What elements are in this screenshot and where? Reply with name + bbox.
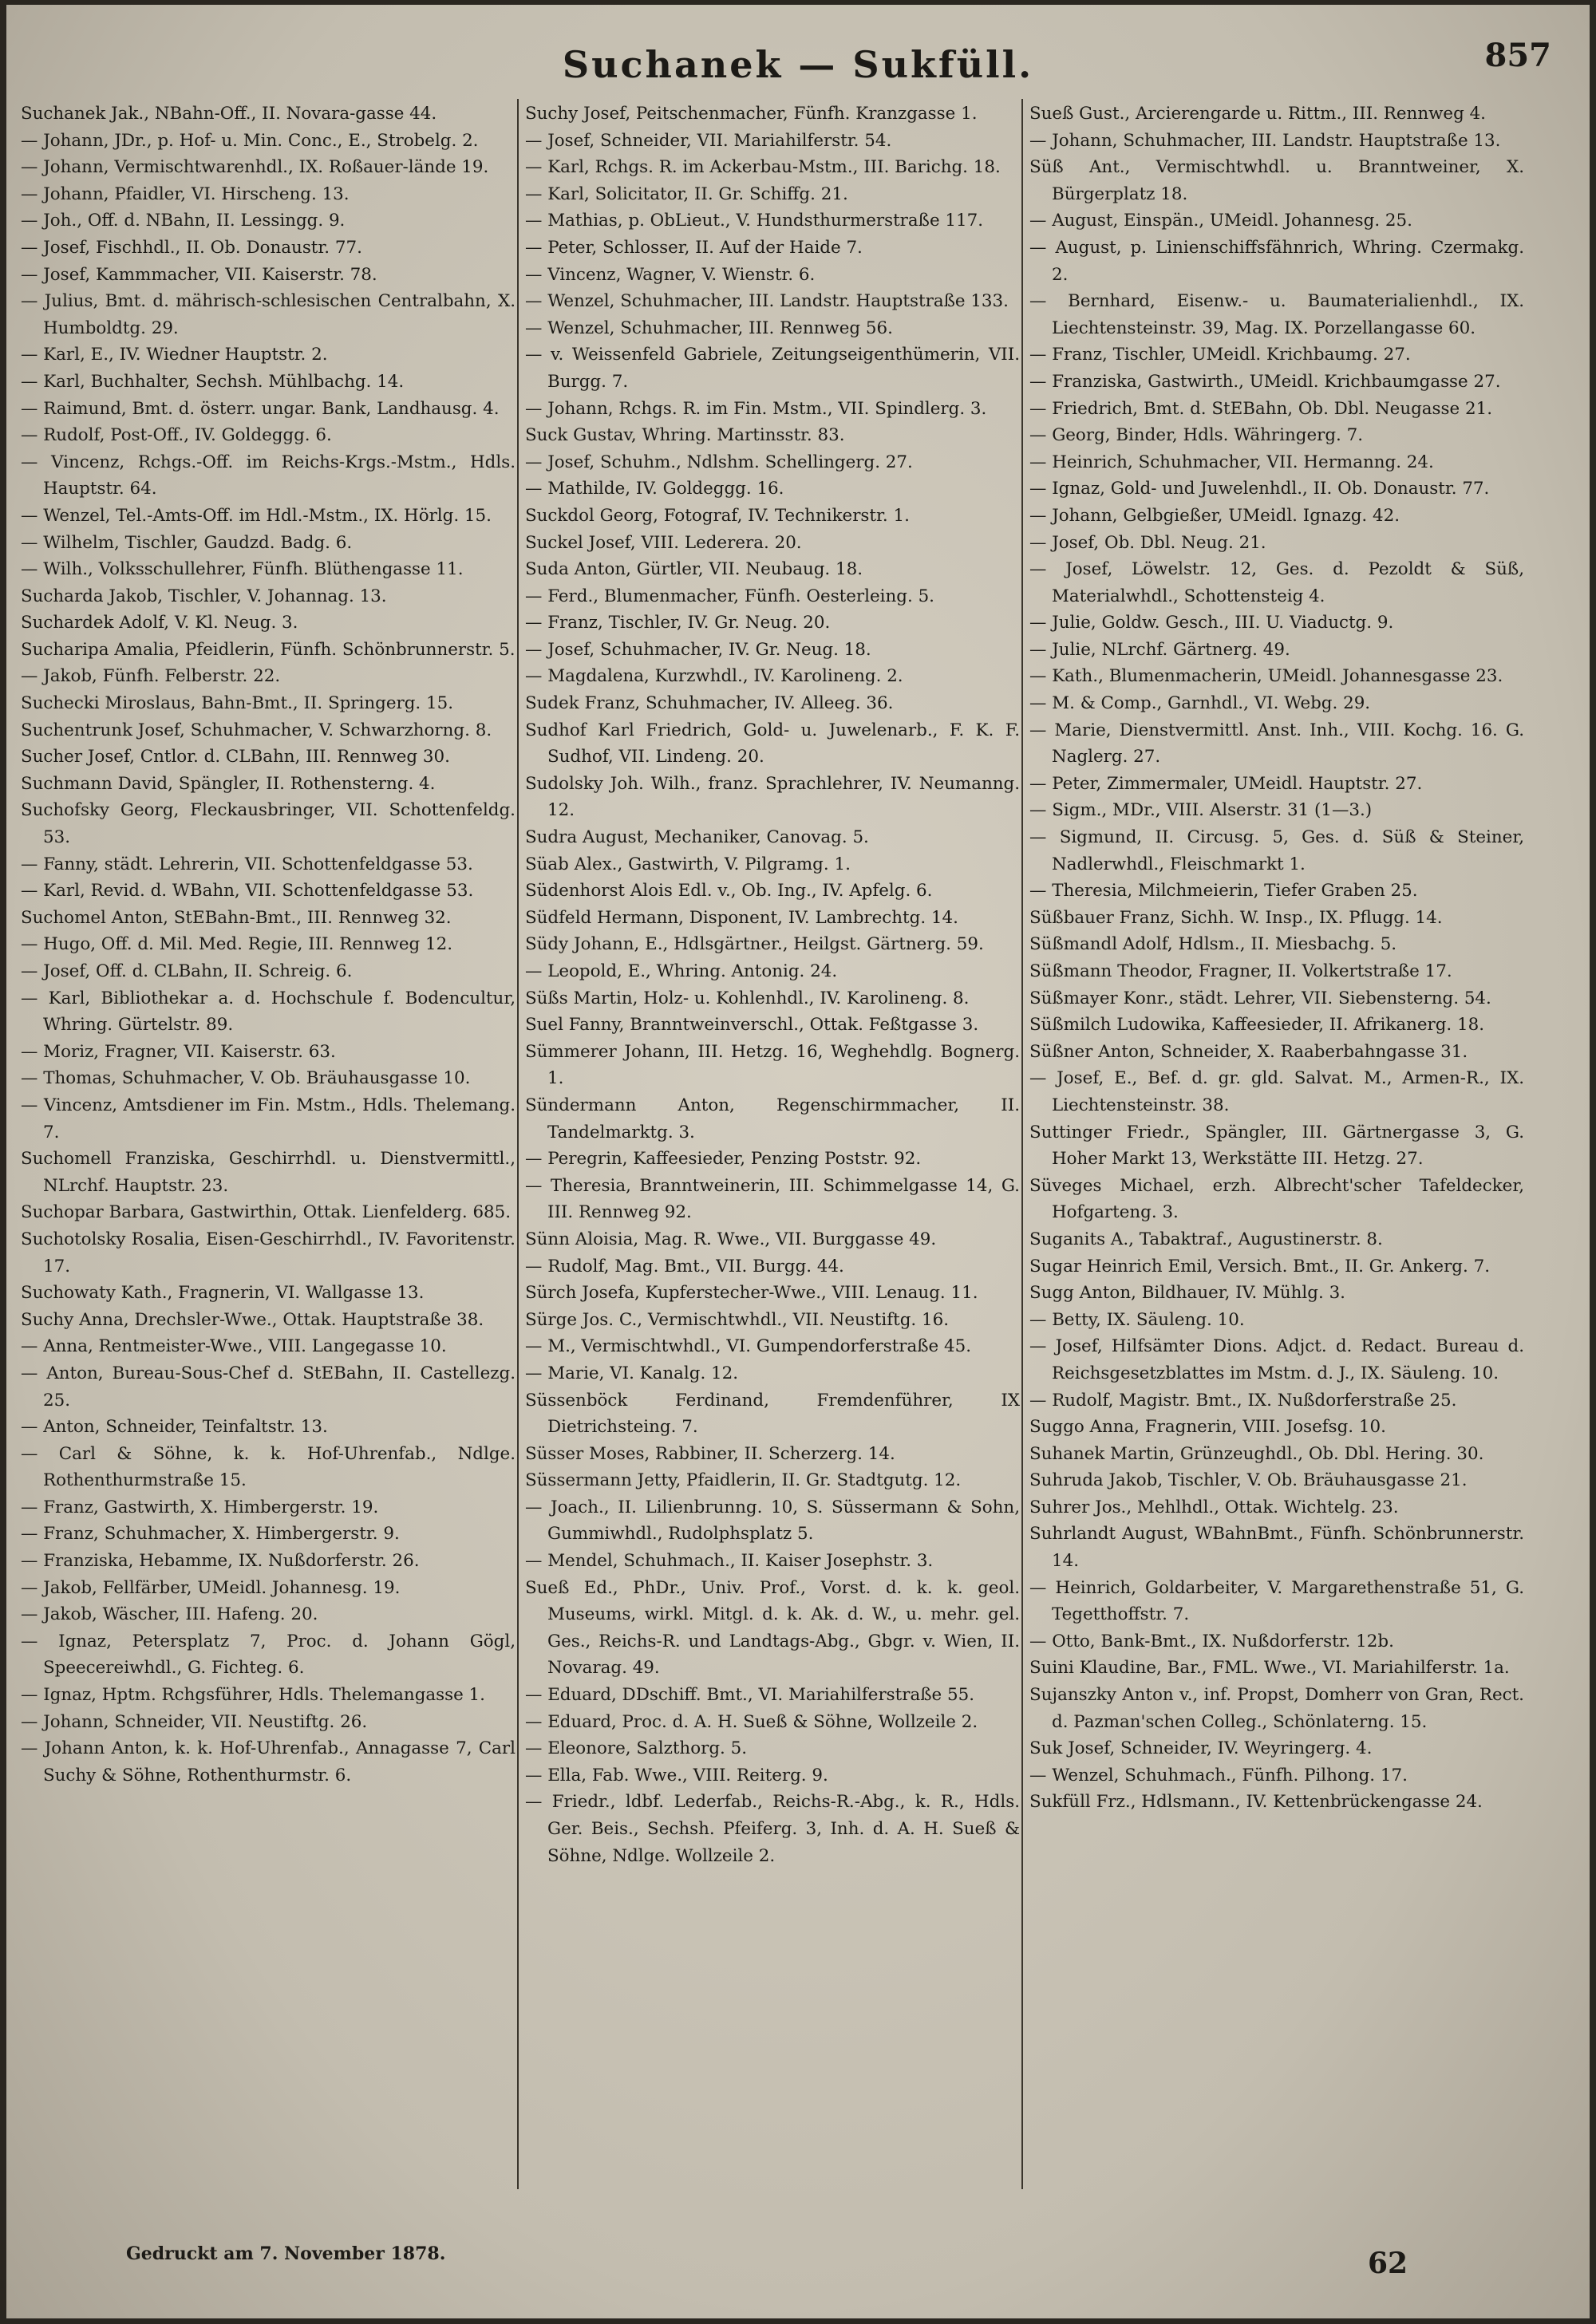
print-date-note: Gedruckt am 7. November 1878. — [126, 2243, 446, 2264]
directory-entry: — Franz, Schuhmacher, X. Himbergerstr. 9. — [21, 1524, 400, 1545]
column-3 — [1029, 101, 1524, 2191]
directory-entry: Sucharipa Amalia, Pfeidlerin, Fünfh. Schönbrunnerstr. 5. — [21, 639, 516, 660]
directory-entry: — Josef, Fischhdl., II. Ob. Donaustr. 77. — [21, 237, 362, 258]
directory-entry: — Vincenz, Wagner, V. Wienstr. 6. — [525, 264, 816, 285]
directory-entry: — Karl, Bibliothekar a. d. Hochschule f. Bodencultur, Whring. Gürtelstr. 89. — [21, 988, 516, 1036]
directory-entry: Sujanszky Anton v., inf. Propst, Domherr von Gran, Rect. d. Pazman'schen Colleg., Schönlaterng. 15. — [1029, 1685, 1524, 1732]
directory-entry: — Theresia, Branntweinerin, III. Schimmelgasse 14, G. III. Rennweg 92. — [525, 1175, 1020, 1223]
directory-entry: — Rudolf, Magistr. Bmt., IX. Nußdorferstraße 25. — [1029, 1390, 1457, 1411]
directory-entry: — Wilhelm, Tischler, Gaudzd. Badg. 6. — [21, 532, 353, 553]
directory-entry: — Thomas, Schuhmacher, V. Ob. Bräuhausgasse 10. — [21, 1068, 471, 1089]
directory-entry: — Ignaz, Hptm. Rchgsführer, Hdls. Thelemangasse 1. — [21, 1685, 485, 1706]
directory-entry: — Marie, VI. Kanalg. 12. — [525, 1363, 739, 1383]
directory-entry: Süßmayer Konr., städt. Lehrer, VII. Siebensterng. 54. — [1029, 988, 1491, 1008]
directory-entry: — Josef, Ob. Dbl. Neug. 21. — [1029, 532, 1266, 553]
directory-entry: Suhruda Jakob, Tischler, V. Ob. Bräuhausgasse 21. — [1029, 1470, 1468, 1491]
directory-entry: Suchardek Adolf, V. Kl. Neug. 3. — [21, 613, 298, 633]
directory-entry: — Mathilde, IV. Goldeggg. 16. — [525, 479, 784, 499]
directory-entry: Südenhorst Alois Edl. v., Ob. Ing., IV. Apfelg. 6. — [525, 881, 933, 902]
directory-entry: Suchomell Franziska, Geschirrhdl. u. Dienstvermittl., NLrchf. Hauptstr. 23. — [21, 1149, 516, 1196]
directory-entry: — Magdalena, Kurzwhdl., IV. Karolineng. 2. — [525, 666, 903, 687]
directory-entry: — Johann, Schneider, VII. Neustiftg. 26. — [21, 1711, 368, 1732]
directory-entry: Süveges Michael, erzh. Albrecht'scher Tafeldecker, Hofgarteng. 3. — [1029, 1175, 1524, 1223]
directory-entry: — Joach., II. Lilienbrunng. 10, S. Süssermann & Sohn, Gummiwhdl., Rudolphsplatz 5. — [525, 1497, 1020, 1545]
directory-entry: Suchecki Miroslaus, Bahn-Bmt., II. Springerg. 15. — [21, 693, 454, 714]
directory-entry: — Rudolf, Post-Off., IV. Goldeggg. 6. — [21, 425, 332, 446]
directory-entry: — Eduard, DDschiff. Bmt., VI. Mariahilferstraße 55. — [525, 1685, 974, 1706]
directory-entry: Süssermann Jetty, Pfaidlerin, II. Gr. Stadtgutg. 12. — [525, 1470, 962, 1491]
sheet-number: 62 — [1368, 2247, 1408, 2280]
directory-entry: — Otto, Bank-Bmt., IX. Nußdorferstr. 12b. — [1029, 1631, 1394, 1651]
directory-entry: Sudhof Karl Friedrich, Gold- u. Juwelenarb., F. K. F. Sudhof, VII. Lindeng. 20. — [525, 720, 1020, 767]
directory-entry: Sudolsky Joh. Wilh., franz. Sprachlehrer, IV. Neumanng. 12. — [525, 773, 1020, 821]
directory-entry: Süsser Moses, Rabbiner, II. Scherzerg. 14. — [525, 1443, 895, 1464]
directory-page — [6, 5, 1590, 2318]
directory-entry: — Peter, Zimmermaler, UMeidl. Hauptstr. 27. — [1029, 773, 1423, 794]
directory-entry: — Wilh., Volksschullehrer, Fünfh. Blüthengasse 11. — [21, 559, 464, 580]
directory-entry: — Friedrich, Bmt. d. StEBahn, Ob. Dbl. Neugasse 21. — [1029, 398, 1492, 419]
directory-entry: — Josef, Schneider, VII. Mariahilferstr. 54. — [525, 130, 892, 151]
directory-entry: — Wenzel, Schuhmacher, III. Rennweg 56. — [525, 318, 893, 338]
directory-entry: — Johann, JDr., p. Hof- u. Min. Conc., E., Strobelg. 2. — [21, 130, 479, 151]
directory-entry: — Johann, Rchgs. R. im Fin. Mstm., VII. Spindlerg. 3. — [525, 398, 987, 419]
directory-entry: Süßner Anton, Schneider, X. Raaberbahngasse 31. — [1029, 1041, 1468, 1062]
directory-entry: — Johann, Pfaidler, VI. Hirscheng. 13. — [21, 183, 350, 204]
directory-entry: — Julie, Goldw. Gesch., III. U. Viaductg. 9. — [1029, 613, 1394, 633]
directory-entry: Südy Johann, E., Hdlsgärtner., Heilgst. Gärtnerg. 59. — [525, 934, 984, 955]
directory-entry: — Julius, Bmt. d. mährisch-schlesischen Centralbahn, X. Humboldtg. 29. — [21, 291, 516, 338]
directory-entry: — Johann, Gelbgießer, UMeidl. Ignazg. 42. — [1029, 505, 1400, 526]
directory-entry: Sueß Gust., Arcierengarde u. Rittm., III. Rennweg 4. — [1029, 104, 1486, 124]
directory-entry: Sürge Jos. C., Vermischtwhdl., VII. Neustiftg. 16. — [525, 1309, 950, 1330]
directory-entry: — Georg, Binder, Hdls. Währingerg. 7. — [1029, 425, 1364, 446]
directory-entry: Sucher Josef, Cntlor. d. CLBahn, III. Rennweg 30. — [21, 747, 450, 767]
column-2 — [525, 101, 1020, 2191]
directory-entry: — August, Einspän., UMeidl. Johannesg. 25. — [1029, 211, 1412, 231]
directory-entry: — Friedr., ldbf. Lederfab., Reichs-R.-Abg., k. R., Hdls. Ger. Beis., Sechsh. Pfeiferg. 3, Inh. d. A. H. Sueß & Söhne, Ndlge. Wollzeile 2. — [525, 1792, 1020, 1866]
column-rule — [517, 99, 519, 2189]
directory-entry: Sündermann Anton, Regenschirmmacher, II. Tandelmarktg. 3. — [525, 1095, 1020, 1142]
directory-entry: Suhrlandt August, WBahnBmt., Fünfh. Schönbrunnerstr. 14. — [1029, 1524, 1524, 1572]
column-rule — [1021, 99, 1023, 2189]
directory-entry: Süßmandl Adolf, Hdlsm., II. Miesbachg. 5. — [1029, 934, 1397, 955]
directory-entry: — Sigmund, II. Circusg. 5, Ges. d. Süß & Steiner, Nadlerwhdl., Fleischmarkt 1. — [1029, 827, 1524, 874]
directory-entry: — Josef, Off. d. CLBahn, II. Schreig. 6. — [21, 961, 353, 981]
directory-entry: Sugar Heinrich Emil, Versich. Bmt., II. Gr. Ankerg. 7. — [1029, 1256, 1491, 1276]
directory-entry: — Ella, Fab. Wwe., VIII. Reiterg. 9. — [525, 1765, 828, 1785]
directory-entry: — Jakob, Fellfärber, UMeidl. Johannesg. 19. — [21, 1577, 401, 1598]
directory-entry: — Rudolf, Mag. Bmt., VII. Burgg. 44. — [525, 1256, 844, 1276]
directory-entry: Suchanek Jak., NBahn-Off., II. Novara-gasse 44. — [21, 104, 437, 124]
directory-entry: Suggo Anna, Fragnerin, VIII. Josefsg. 10. — [1029, 1417, 1386, 1438]
directory-entry: — Wenzel, Schuhmacher, III. Landstr. Hauptstraße 133. — [525, 291, 1009, 312]
directory-entry: Süßbauer Franz, Sichh. W. Insp., IX. Pflugg. 14. — [1029, 907, 1443, 928]
directory-entry: — Betty, IX. Säuleng. 10. — [1029, 1309, 1245, 1330]
page-header-title: Suchanek — Sukfüll. — [562, 43, 1034, 86]
directory-entry: Suchmann David, Spängler, II. Rothensterng. 4. — [21, 773, 436, 794]
directory-entry: — Karl, Buchhalter, Sechsh. Mühlbachg. 14. — [21, 371, 405, 392]
directory-entry: — Joh., Off. d. NBahn, II. Lessingg. 9. — [21, 211, 346, 231]
directory-entry: — Franz, Gastwirth, X. Himbergerstr. 19. — [21, 1497, 379, 1517]
directory-entry: — Karl, Solicitator, II. Gr. Schiffg. 21. — [525, 183, 848, 204]
directory-entry: — Karl, E., IV. Wiedner Hauptstr. 2. — [21, 345, 328, 365]
directory-entry: Suchy Anna, Drechsler-Wwe., Ottak. Hauptstraße 38. — [21, 1309, 484, 1330]
directory-entry: — Wenzel, Tel.-Amts-Off. im Hdl.-Mstm., IX. Hörlg. 15. — [21, 505, 492, 526]
directory-entry: Suchowaty Kath., Fragnerin, VI. Wallgasse 13. — [21, 1283, 425, 1304]
column-1 — [21, 101, 516, 2191]
directory-entry: Süßs Martin, Holz- u. Kohlenhdl., IV. Karolineng. 8. — [525, 988, 970, 1008]
directory-entry: — Franz, Tischler, UMeidl. Krichbaumg. 27. — [1029, 345, 1411, 365]
directory-entry: — August, p. Linienschiffsfähnrich, Whring. Czermakg. 2. — [1029, 237, 1524, 285]
directory-entry: Sukfüll Frz., Hdlsmann., IV. Kettenbrückengasse 24. — [1029, 1792, 1483, 1813]
directory-entry: — Kath., Blumenmacherin, UMeidl. Johannesgasse 23. — [1029, 666, 1503, 687]
directory-entry: — Ignaz, Petersplatz 7, Proc. d. Johann Gögl, Speecereiwhdl., G. Fichteg. 6. — [21, 1631, 516, 1679]
directory-entry: Suk Josef, Schneider, IV. Weyringerg. 4. — [1029, 1738, 1373, 1759]
directory-entry: — Josef, Löwelstr. 12, Ges. d. Pezoldt & Süß, Materialwhdl., Schottensteig 4. — [1029, 559, 1524, 606]
directory-entry: — Marie, Dienstvermittl. Anst. Inh., VIII. Kochg. 16. G. Naglerg. 27. — [1029, 720, 1524, 767]
directory-entry: — Franz, Tischler, IV. Gr. Neug. 20. — [525, 613, 831, 633]
directory-entry: — Moriz, Fragner, VII. Kaiserstr. 63. — [21, 1041, 336, 1062]
directory-entry: — Heinrich, Schuhmacher, VII. Hermanng. 24. — [1029, 452, 1434, 472]
directory-entry: — Karl, Revid. d. WBahn, VII. Schottenfeldgasse 53. — [21, 881, 474, 902]
directory-entry: Suhrer Jos., Mehlhdl., Ottak. Wichtelg. 23. — [1029, 1497, 1399, 1517]
directory-entry: — Johann Anton, k. k. Hof-Uhrenfab., Annagasse 7, Carl Suchy & Söhne, Rothenthurmstr. 6. — [21, 1738, 516, 1785]
directory-entry: Suchy Josef, Peitschenmacher, Fünfh. Kranzgasse 1. — [525, 104, 978, 124]
directory-entry: Südfeld Hermann, Disponent, IV. Lambrechtg. 14. — [525, 907, 958, 928]
directory-entry: Suganits A., Tabaktraf., Augustinerstr. 8. — [1029, 1229, 1383, 1249]
directory-entry: Suhanek Martin, Grünzeughdl., Ob. Dbl. Hering. 30. — [1029, 1443, 1484, 1464]
directory-entry: — Carl & Söhne, k. k. Hof-Uhrenfab., Ndlge. Rothenthurmstraße 15. — [21, 1443, 516, 1491]
directory-entry: Süßmilch Ludowika, Kaffeesieder, II. Afrikanerg. 18. — [1029, 1015, 1485, 1036]
directory-entry: Sueß Ed., PhDr., Univ. Prof., Vorst. d. k. k. geol. Museums, wirkl. Mitgl. d. k. Ak. d. W., u. mehr. gel. Ges., Reichs-R. und Landtags-Abg., Gbgr. v. Wien, II. Novarag. 49. — [525, 1577, 1020, 1679]
directory-entry: — Raimund, Bmt. d. österr. ungar. Bank, Landhausg. 4. — [21, 398, 500, 419]
directory-entry: — Eduard, Proc. d. A. H. Sueß & Söhne, Wollzeile 2. — [525, 1711, 978, 1732]
directory-entry: — Jakob, Wäscher, III. Hafeng. 20. — [21, 1604, 318, 1625]
directory-entry: — Peter, Schlosser, II. Auf der Haide 7. — [525, 237, 863, 258]
directory-entry: — Josef, Kammmacher, VII. Kaiserstr. 78. — [21, 264, 377, 285]
directory-entry: Suini Klaudine, Bar., FML. Wwe., VI. Mariahilferstr. 1a. — [1029, 1658, 1510, 1679]
directory-entry: Sudek Franz, Schuhmacher, IV. Alleeg. 36. — [525, 693, 894, 714]
directory-entry: Suel Fanny, Branntweinverschl., Ottak. Feßtgasse 3. — [525, 1015, 979, 1036]
directory-entry: — Josef, Schuhmacher, IV. Gr. Neug. 18. — [525, 639, 871, 660]
directory-entry: — Ferd., Blumenmacher, Fünfh. Oesterleing. 5. — [525, 586, 934, 606]
page-number: 857 — [1484, 37, 1551, 74]
directory-entry: Suda Anton, Gürtler, VII. Neubaug. 18. — [525, 559, 863, 580]
directory-entry: Süssenböck Ferdinand, Fremdenführer, IX Dietrichsteing. 7. — [525, 1390, 1020, 1438]
directory-entry: — Peregrin, Kaffeesieder, Penzing Poststr. 92. — [525, 1149, 922, 1170]
directory-entry: — Eleonore, Salzthorg. 5. — [525, 1738, 748, 1759]
directory-entry: Suttinger Friedr., Spängler, III. Gärtnergasse 3, G. Hoher Markt 13, Werkstätte III. Hetzg. 27. — [1029, 1122, 1524, 1170]
directory-entry: — Josef, Hilfsämter Dions. Adjct. d. Redact. Bureau d. Reichsgesetzblattes im Mstm. d. J., IX. Säuleng. 10. — [1029, 1336, 1524, 1383]
directory-entry: — Vincenz, Amtsdiener im Fin. Mstm., Hdls. Thelemang. 7. — [21, 1095, 516, 1142]
directory-entry: Suchopar Barbara, Gastwirthin, Ottak. Lienfelderg. 685. — [21, 1202, 512, 1223]
directory-entry: — Anton, Bureau-Sous-Chef d. StEBahn, II. Castellezg. 25. — [21, 1363, 516, 1411]
directory-entry: — M., Vermischtwhdl., VI. Gumpendorferstraße 45. — [525, 1336, 972, 1357]
directory-entry: — Anton, Schneider, Teinfaltstr. 13. — [21, 1417, 328, 1438]
directory-entry: — Karl, Rchgs. R. im Ackerbau-Mstm., III. Barichg. 18. — [525, 157, 1001, 178]
directory-entry: Sünn Aloisia, Mag. R. Wwe., VII. Burggasse 49. — [525, 1229, 937, 1249]
directory-entry: — Julie, NLrchf. Gärtnerg. 49. — [1029, 639, 1290, 660]
directory-entry: — Mathias, p. ObLieut., V. Hundsthurmerstraße 117. — [525, 211, 984, 231]
directory-entry: Süßmann Theodor, Fragner, II. Volkertstraße 17. — [1029, 961, 1452, 981]
directory-entry: — Heinrich, Goldarbeiter, V. Margarethenstraße 51, G. Tegetthoffstr. 7. — [1029, 1577, 1524, 1625]
directory-entry: — Theresia, Milchmeierin, Tiefer Graben 25. — [1029, 881, 1418, 902]
directory-entry: Sucharda Jakob, Tischler, V. Johannag. 13. — [21, 586, 387, 606]
directory-entry: Sudra August, Mechaniker, Canovag. 5. — [525, 827, 869, 848]
directory-entry: — M. & Comp., Garnhdl., VI. Webg. 29. — [1029, 693, 1371, 714]
directory-entry: — Josef, Schuhm., Ndlshm. Schellingerg. 27. — [525, 452, 913, 472]
directory-entry: — Johann, Schuhmacher, III. Landstr. Hauptstraße 13. — [1029, 130, 1501, 151]
directory-entry: — Jakob, Fünfh. Felberstr. 22. — [21, 666, 281, 687]
directory-entry: — Sigm., MDr., VIII. Alserstr. 31 (1—3.) — [1029, 800, 1373, 821]
directory-entry: — Vincenz, Rchgs.-Off. im Reichs-Krgs.-Mstm., Hdls. Hauptstr. 64. — [21, 452, 516, 499]
directory-entry: — Anna, Rentmeister-Wwe., VIII. Langegasse 10. — [21, 1336, 447, 1357]
directory-entry: — Wenzel, Schuhmach., Fünfh. Pilhong. 17. — [1029, 1765, 1408, 1785]
directory-entry: Sugg Anton, Bildhauer, IV. Mühlg. 3. — [1029, 1283, 1345, 1304]
directory-entry: — Johann, Vermischtwarenhdl., IX. Roßauer-lände 19. — [21, 157, 489, 178]
directory-entry: — v. Weissenfeld Gabriele, Zeitungseigenthümerin, VII. Burgg. 7. — [525, 345, 1020, 392]
directory-entry: Suckel Josef, VIII. Lederera. 20. — [525, 532, 802, 553]
directory-entry: — Ignaz, Gold- und Juwelenhdl., II. Ob. Donaustr. 77. — [1029, 479, 1490, 499]
directory-entry: — Franziska, Hebamme, IX. Nußdorferstr. 26. — [21, 1551, 420, 1572]
directory-entry: — Mendel, Schuhmach., II. Kaiser Josephstr. 3. — [525, 1551, 934, 1572]
directory-entry: Sürch Josefa, Kupferstecher-Wwe., VIII. Lenaug. 11. — [525, 1283, 978, 1304]
directory-entry: Suck Gustav, Whring. Martinsstr. 83. — [525, 425, 845, 446]
directory-entry: — Josef, E., Bef. d. gr. gld. Salvat. M., Armen-R., IX. Liechtensteinstr. 38. — [1029, 1068, 1524, 1115]
directory-entry: Süß Ant., Vermischtwhdl. u. Branntweiner, X. Bürgerplatz 18. — [1029, 157, 1524, 204]
directory-entry: Suchomel Anton, StEBahn-Bmt., III. Rennweg 32. — [21, 907, 452, 928]
directory-entry: — Hugo, Off. d. Mil. Med. Regie, III. Rennweg 12. — [21, 934, 452, 955]
directory-entry: Suchofsky Georg, Fleckausbringer, VII. Schottenfeldg. 53. — [21, 800, 516, 848]
directory-entry: Suckdol Georg, Fotograf, IV. Technikerstr. 1. — [525, 505, 910, 526]
directory-entry: — Franziska, Gastwirth., UMeidl. Krichbaumgasse 27. — [1029, 371, 1501, 392]
directory-entry: — Bernhard, Eisenw.- u. Baumaterialienhdl., IX. Liechtensteinstr. 39, Mag. IX. Porzellangasse 60. — [1029, 291, 1524, 338]
directory-entry: Suchentrunk Josef, Schuhmacher, V. Schwarzhorng. 8. — [21, 720, 492, 740]
directory-entry: Süab Alex., Gastwirth, V. Pilgramg. 1. — [525, 854, 851, 874]
directory-entry: Suchotolsky Rosalia, Eisen-Geschirrhdl., IV. Favoritenstr. 17. — [21, 1229, 516, 1276]
directory-entry: Sümmerer Johann, III. Hetzg. 16, Weghehdlg. Bognerg. 1. — [525, 1041, 1020, 1089]
directory-entry: — Fanny, städt. Lehrerin, VII. Schottenfeldgasse 53. — [21, 854, 473, 874]
directory-entry: — Leopold, E., Whring. Antonig. 24. — [525, 961, 838, 981]
